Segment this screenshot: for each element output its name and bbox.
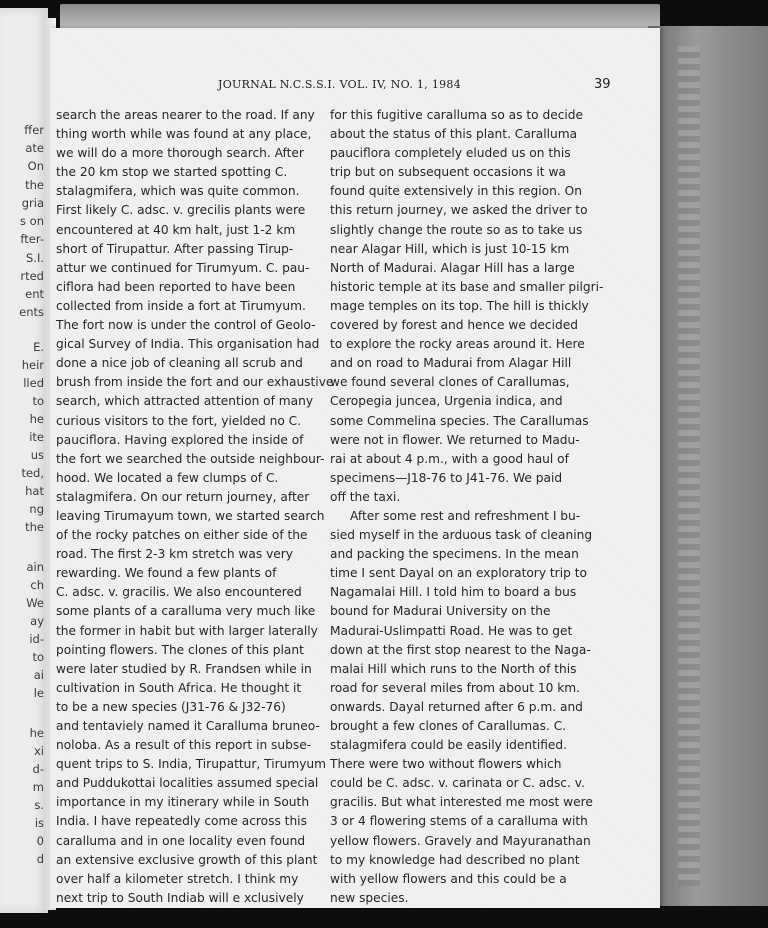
facing-page-text-fragment: 0 [36,834,44,848]
facing-page-text-fragment: us [30,448,44,462]
facing-page-text-fragment: ted, [21,466,44,480]
text-line: some plants of a caralluma very much like [56,604,316,619]
text-line: for this fugitive caralluma so as to decide [330,108,584,122]
text-line: with yellow flowers and this could be a [330,871,567,886]
text-line: and tentaviely named it Caralluma bruneo- [56,719,320,733]
facing-page-text-fragment: lled [23,376,44,390]
page-number: 39 [594,77,611,92]
text-line: pointing flowers. The clones of this plant [56,642,304,657]
text-line: and on road to Madurai from Alagar Hill [330,356,572,371]
text-line: near Alagar Hill, which is just 10-15 km [330,241,570,256]
text-line: could be C. adsc. v. carinata or C. adsc. v. [330,776,585,791]
text-line: the 20 km stop we started spotting C. [56,165,288,180]
facing-page-text-fragment: le [33,686,44,700]
text-line: stalagmifera could be easily identified. [330,738,568,753]
text-line: we found several clones of Carallumas, [330,375,570,390]
text-line: curious visitors to the fort, yielded no C. [56,413,302,428]
text-line: brought a few clones of Carallumas. C. [330,719,567,733]
facing-page-text-fragment: ate [25,141,44,155]
facing-page-text-fragment: We [26,596,44,610]
facing-page-text-fragment: m [32,780,44,794]
text-line: C. adsc. v. gracilis. We also encountered [56,585,302,600]
facing-page-text-fragment: he [29,412,44,426]
text-line: covered by forest and hence we decided [330,318,578,333]
facing-page-text-fragment: he [29,726,44,740]
text-line: specimens—J18-76 to J41-76. We paid [330,470,563,485]
facing-page-text-fragment: ch [30,578,44,592]
text-line: After some rest and refreshment I bu- [350,508,581,523]
text-line: gracilis. But what interested me most were [330,795,593,810]
text-line: hood. We located a few clumps of C. [56,470,279,485]
facing-page-text-fragment: gria [21,196,44,210]
text-line: some Commelina species. The Carallumas [330,413,589,428]
text-line: quent trips to S. India, Tirupattur, Tirumyum [56,757,327,772]
facing-page-text-fragment: On [27,159,44,173]
text-line: North of Madurai. Alagar Hill has a large [330,260,575,275]
text-line: attur we continued for Tirumyum. C. pau- [56,260,310,275]
text-line: Madurai-Uslimpatti Road. He was to get [330,623,573,638]
text-line: slightly change the route so as to take us [330,222,583,237]
text-line: down at the first stop nearest to the Naga- [330,642,591,657]
text-line: leaving Tirumayum town, we started search [56,508,325,523]
text-line: rewarding. We found a few plants of [56,566,277,581]
text-line: trip but on subsequent occasions it wa [330,165,566,180]
text-line: rai at about 4 p.m., with a good haul of [330,451,569,466]
facing-page-text-fragment: s. [34,798,44,812]
text-line: to my knowledge had described no plant [330,852,580,867]
text-line: Ceropegia juncea, Urgenia indica, and [330,394,563,409]
facing-page-text-fragment: id- [29,632,44,646]
text-line: next trip to South Indiab will e xclusively [56,890,304,905]
text-line: ciflora had been reported to have been [56,279,296,294]
text-line: caralluma and in one locality even found [56,833,306,848]
facing-page-text-fragment: ain [26,560,44,574]
text-line: were not in flower. We returned to Madu- [330,432,580,447]
text-line: noloba. As a result of this report in subse- [56,738,312,753]
text-line: the fort we searched the outside neighbour- [56,451,325,466]
facing-page-text-fragment: ai [33,668,44,682]
facing-page-fragment [0,8,48,913]
facing-page-text-fragment: ffer [24,123,44,137]
text-line: yellow flowers. Gravely and Mayuranathan [330,833,591,848]
text-line: new species. [330,890,409,905]
facing-page-text-fragment: S.I. [25,251,44,265]
facing-page-text-fragment: the [25,520,44,534]
text-line: road for several miles from about 10 km. [330,680,581,695]
text-line: encountered at 40 km halt, just 1-2 km [56,222,296,237]
text-line: time I sent Dayal on an exploratory trip to [330,566,587,581]
facing-page-text-fragment: d- [32,762,44,776]
text-line: this return journey, we asked the driver to [330,203,588,218]
text-line: off the taxi. [330,489,401,504]
text-line: to explore the rocky areas around it. Here [330,337,585,352]
journal-page [50,28,660,908]
left-text-column [56,106,334,908]
text-line: bound for Madurai University on the [330,604,551,619]
text-line: were later studied by R. Frandsen while in [56,661,312,676]
book-spine-texture [678,46,700,886]
text-line: stalagmifera, which was quite common. [56,184,300,199]
text-line: about the status of this plant. Caralluma [330,127,578,142]
facing-page-text-fragment: is [34,816,44,830]
facing-page-text-fragment: ng [29,502,44,516]
right-text-column [330,106,606,908]
text-line: There were two without flowers which [330,757,562,772]
text-line: stalagmifera. On our return journey, after [56,489,310,504]
text-line: thing worth while was found at any place, [56,127,312,142]
facing-page-text-fragment: ay [30,614,44,628]
facing-page-text-fragment: to [32,394,44,408]
facing-page-text-fragment: hat [25,484,44,498]
text-line: short of Tirupattur. After passing Tirup- [56,241,294,256]
text-line: mage temples on its top. The hill is thickly [330,298,589,313]
facing-page-text-fragment: heir [21,358,44,372]
text-line: Nagamalai Hill. I told him to board a bus [330,585,577,600]
facing-page-text-fragment: d [36,852,44,866]
text-line: cultivation in South Africa. He thought it [56,680,302,695]
text-line: search the areas nearer to the road. If any [56,108,315,122]
text-line: India. I have repeatedly come across this [56,814,307,829]
text-line: an extensive exclusive growth of this plant [56,852,318,867]
facing-page-text-fragment: s on [20,214,44,228]
text-line: brush from inside the fort and our exhaustive [56,375,334,390]
text-line: importance in my itinerary while in South [56,795,310,810]
journal-title: JOURNAL N.C.S.S.I. VOL. IV, NO. 1, 1984 [218,78,462,91]
text-line: pauciflora. Having explored the inside of [56,432,304,447]
facing-page-text-fragment: fter- [20,232,44,246]
text-line: 3 or 4 flowering stems of a caralluma with [330,814,588,829]
text-line: over half a kilometer stretch. I think my [56,871,299,886]
text-line: the former in habit but with larger laterally [56,623,318,638]
text-line: First likely C. adsc. v. grecilis plants were [56,203,306,218]
facing-page-text-fragment: rted [20,269,44,283]
text-line: The fort now is under the control of Geolo- [56,318,316,333]
text-line: done a nice job of cleaning all scrub and [56,356,303,371]
text-line: pauciflora completely eluded us on this [330,146,571,161]
facing-page-text-fragment: ent [25,287,44,301]
text-line: historic temple at its base and smaller pilgri- [330,279,604,294]
facing-page-text-fragment: the [25,178,44,192]
text-line: gical Survey of India. This organisation had [56,337,320,352]
running-header [50,78,660,98]
text-line: and packing the specimens. In the mean [330,547,579,562]
text-line: and Puddukottai localities assumed special [56,776,319,791]
text-line: collected from inside a fort at Tirumyum. [56,298,306,313]
text-line: onwards. Dayal returned after 6 p.m. and [330,699,583,714]
text-line: we will do a more thorough search. After [56,146,304,161]
text-line: road. The first 2-3 km stretch was very [56,547,294,562]
facing-page-text-fragment: E. [33,340,44,354]
text-line: search, which attracted attention of many [56,394,314,409]
facing-page-text-fragment: xi [33,744,44,758]
text-line: of the rocky patches on either side of the [56,528,308,543]
facing-page-text-fragment: ite [29,430,44,444]
facing-page-text-fragment: to [32,650,44,664]
text-line: sied myself in the arduous task of cleaning [330,528,593,543]
facing-page-text-fragment: ents [19,305,44,319]
text-line: found quite extensively in this region. On [330,184,582,199]
book-right-edge [648,26,768,906]
text-line: malai Hill which runs to the North of this [330,661,577,676]
text-line: to be a new species (J31-76 & J32-76) [56,699,286,714]
